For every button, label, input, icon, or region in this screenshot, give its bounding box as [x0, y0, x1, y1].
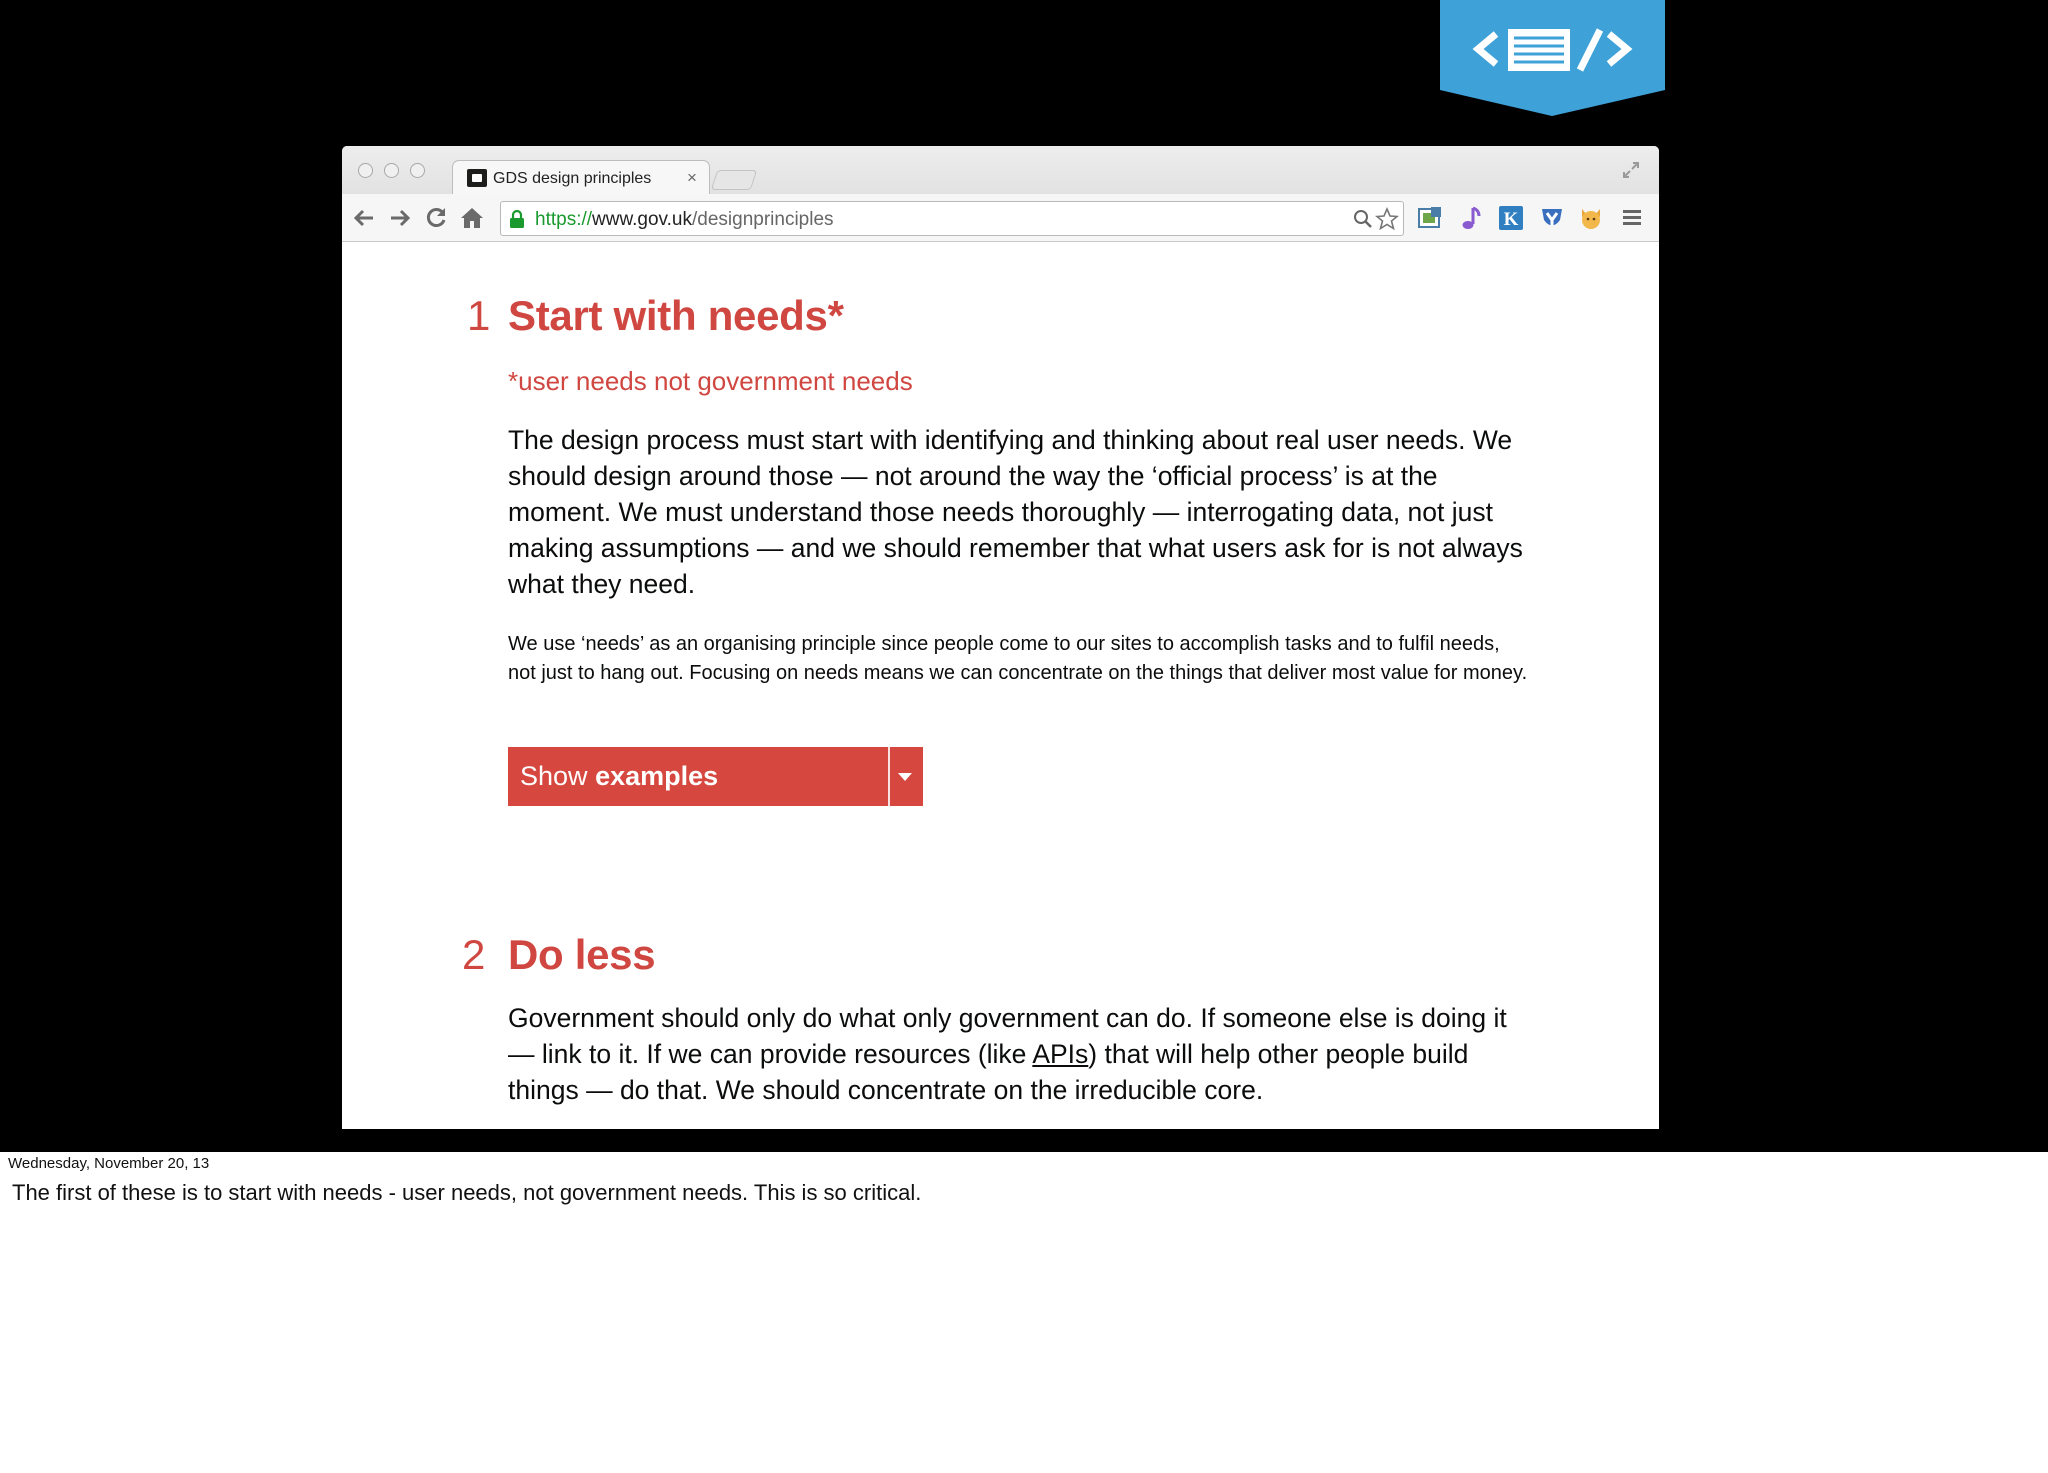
- svg-text:K: K: [1503, 209, 1519, 230]
- principle-2-title: Do less: [508, 931, 656, 978]
- tab-title: GDS design principles: [493, 170, 652, 187]
- page-content: [342, 242, 1659, 1129]
- window-minimize-button[interactable]: [384, 163, 399, 178]
- browser-toolbar: [342, 194, 1659, 242]
- favicon-icon: [467, 169, 487, 187]
- reload-icon[interactable]: [422, 204, 450, 232]
- music-note-icon[interactable]: [1457, 205, 1483, 231]
- caret-down-icon[interactable]: [895, 771, 915, 783]
- browser-window: [342, 146, 1659, 1129]
- url-text: https://www.gov.uk/designprinciples: [535, 209, 834, 230]
- new-tab-button[interactable]: [711, 170, 757, 190]
- y-shield-icon[interactable]: [1539, 205, 1565, 231]
- tab-gds-design-principles[interactable]: [452, 160, 710, 194]
- k-extension-icon[interactable]: [1498, 205, 1524, 231]
- principle-2-number: 2: [462, 931, 486, 978]
- window-close-button[interactable]: [358, 163, 373, 178]
- code-badge-icon: [1440, 0, 1665, 116]
- home-icon[interactable]: [458, 204, 486, 232]
- address-bar[interactable]: [500, 201, 1404, 236]
- principle-1-lead: The design process must start with identifying and thinking about real user needs. We should design around those — not around the way the ‘official process’ is at the moment. We must understand those needs thoroughly — interrogating data, not just making assumptions — and we should remember that what users ask for is not always what they need.: [508, 425, 1523, 599]
- principle-1-subtitle: *user needs not government needs: [508, 366, 913, 396]
- back-icon[interactable]: [350, 204, 378, 232]
- window-maximize-button[interactable]: [410, 163, 425, 178]
- zoom-icon[interactable]: [1353, 209, 1373, 229]
- star-icon[interactable]: [1375, 207, 1399, 231]
- notes-date: Wednesday, November 20, 13: [8, 1155, 210, 1172]
- tab-strip: [342, 146, 1659, 194]
- button-divider: [888, 747, 890, 806]
- lock-icon: [509, 209, 525, 229]
- apis-link[interactable]: APIs: [1032, 1039, 1089, 1069]
- show-examples-label: Show examples: [520, 761, 719, 791]
- forward-icon[interactable]: [386, 204, 414, 232]
- principle-1-title: Start with needs*: [508, 292, 844, 339]
- cat-face-icon[interactable]: [1578, 205, 1604, 231]
- extension-picture-icon[interactable]: [1417, 205, 1443, 231]
- menu-icon[interactable]: [1620, 205, 1646, 231]
- principle-2-lead: Government should only do what only government can do. If someone else is doing it — link to it. If we can provide resources (like APIs) that will help other people build things — do that. We should concentrate on the irreducible core.: [508, 1003, 1507, 1105]
- principle-1-body: We use ‘needs’ as an organising principle since people come to our sites to accomplish tasks and to fulfil needs, not just to hang out. Focusing on needs means we can concentrate on the things that deliver most value for money.: [508, 633, 1528, 684]
- fullscreen-icon[interactable]: [1621, 160, 1641, 180]
- presenter-notes: The first of these is to start with needs - user needs, not government needs. This is so critical.: [12, 1180, 922, 1205]
- tab-close-button[interactable]: ×: [687, 168, 697, 187]
- principle-1-number: 1: [467, 292, 491, 339]
- show-examples-button[interactable]: [508, 747, 923, 806]
